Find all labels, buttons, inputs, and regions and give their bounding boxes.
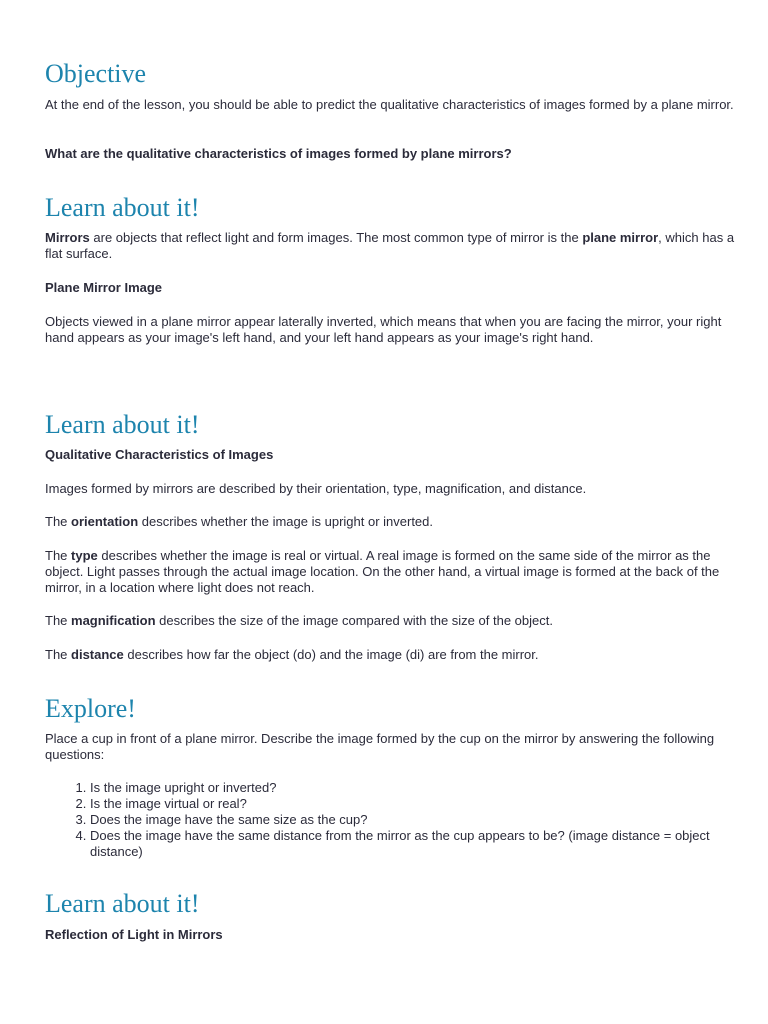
mirrors-term: Mirrors xyxy=(45,230,90,245)
qualitative-characteristics-subheading: Qualitative Characteristics of Images xyxy=(45,447,274,462)
objective-heading: Objective xyxy=(45,59,147,88)
list-item: 2. Is the image virtual or real? xyxy=(90,796,735,812)
explore-intro: Place a cup in front of a plane mirror. Describe the image formed by the cup on the mirror by answering the following questions: xyxy=(45,731,715,762)
learn-about-it-heading-2: Learn about it! xyxy=(45,410,200,439)
list-item: 3. Does the image have the same size as the cup? xyxy=(90,812,735,828)
mirrors-paragraph xyxy=(45,230,735,262)
mirrors-text-a: are objects that reflect light and form images. The most common type of mirror is the xyxy=(89,230,583,245)
plane-mirror-image-subheading: Plane Mirror Image xyxy=(45,280,163,295)
type-term: type xyxy=(71,548,98,563)
explore-questions-list xyxy=(45,780,735,860)
reflection-subheading: Reflection of Light in Mirrors xyxy=(45,927,223,942)
the-word: The xyxy=(45,514,72,529)
list-item: 1. Is the image upright or inverted? xyxy=(90,780,735,796)
the-word: The xyxy=(45,613,72,628)
distance-text: describes how far the object (do) and the image (di) are from the mirror. xyxy=(123,647,539,662)
explore-heading: Explore! xyxy=(45,694,136,723)
objective-question: What are the qualitative characteristics of images formed by plane mirrors? xyxy=(45,146,512,161)
learn-about-it-heading-3: Learn about it! xyxy=(45,889,200,918)
magnification-paragraph xyxy=(45,613,735,629)
type-text: describes whether the image is real or virtual. A real image is formed on the same side of the mirror as the object. Light passes through the actual image location. On the other hand, a virtual image is formed at the back of the mirror, in a location where light does not reach. xyxy=(45,548,720,595)
the-word: The xyxy=(45,647,72,662)
distance-term: distance xyxy=(71,647,124,662)
orientation-text: describes whether the image is upright or inverted. xyxy=(138,514,434,529)
plane-mirror-term: plane mirror xyxy=(582,230,659,245)
magnification-text: describes the size of the image compared with the size of the object. xyxy=(155,613,553,628)
objective-text: At the end of the lesson, you should be able to predict the qualitative characteristics of images formed by a plane mirror. xyxy=(45,97,734,112)
type-paragraph xyxy=(45,548,735,596)
orientation-paragraph xyxy=(45,514,735,530)
plane-mirror-image-paragraph: Objects viewed in a plane mirror appear laterally inverted, which means that when you are facing the mirror, your right hand appears as your image's left hand, and your left hand appears as your image's right hand. xyxy=(45,314,722,345)
learn-about-it-heading-1: Learn about it! xyxy=(45,193,200,222)
images-described-paragraph: Images formed by mirrors are described by their orientation, type, magnification, and distance. xyxy=(45,481,587,496)
magnification-term: magnification xyxy=(71,613,156,628)
mirrors-text-b: , which has a flat surface. xyxy=(45,230,735,261)
list-item: 4. Does the image have the same distance from the mirror as the cup appears to be? (image distance = object distance) xyxy=(90,828,735,860)
distance-paragraph xyxy=(45,647,735,663)
the-word: The xyxy=(45,548,72,563)
orientation-term: orientation xyxy=(71,514,139,529)
